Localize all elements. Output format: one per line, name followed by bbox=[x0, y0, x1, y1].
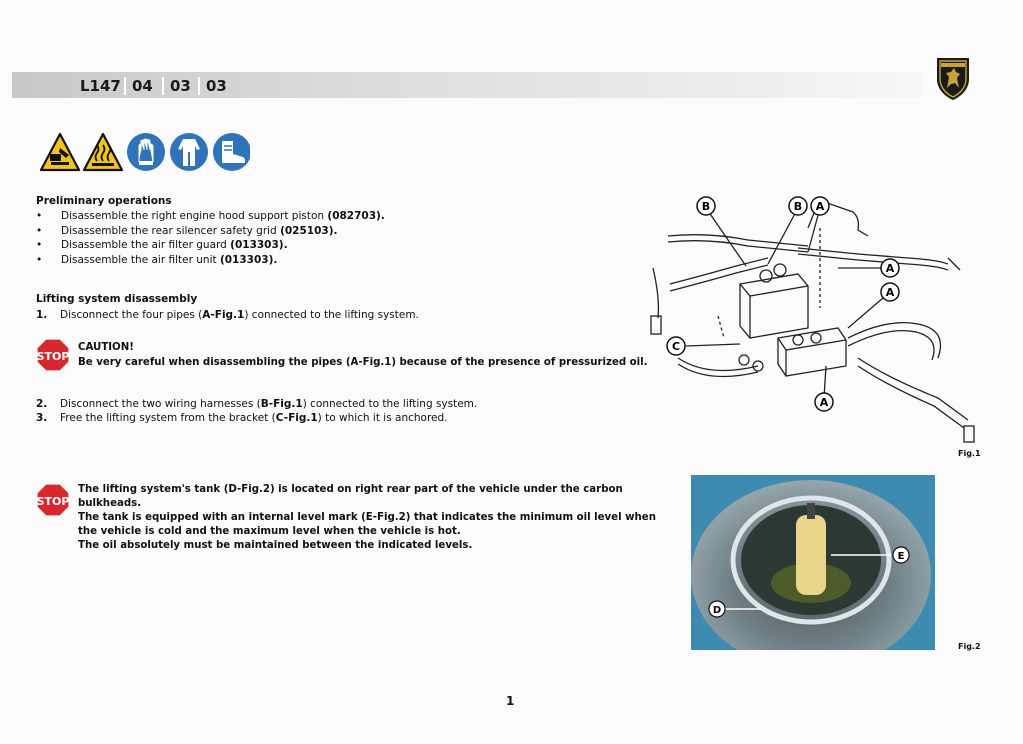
svg-text:D: D bbox=[712, 605, 722, 616]
svg-text:A: A bbox=[819, 396, 829, 409]
fig1-label-c bbox=[667, 337, 685, 355]
tank-note-line-4: the vehicle is cold and the maximum level when the vehicle is hot. bbox=[78, 526, 461, 537]
gloves-icon bbox=[127, 133, 165, 171]
stop-sign-icon bbox=[36, 338, 70, 372]
safety-icons-row bbox=[40, 132, 250, 178]
step-1: 1. Disconnect the four pipes (A-Fig.1) connected to the lifting system. bbox=[36, 309, 419, 321]
caution-title: CAUTION! bbox=[78, 342, 134, 353]
step-2: 2. Disconnect the two wiring harnesses (B-Fig.1) connected to the lifting system. bbox=[36, 398, 478, 410]
fig1-label-a bbox=[881, 283, 899, 301]
header-code-1: 04 bbox=[124, 77, 153, 95]
step-3: 3. Free the lifting system from the bracket (C-Fig.1) to which it is anchored. bbox=[36, 412, 448, 424]
tank-note-line-1: The lifting system's tank (D-Fig.2) is located on right rear part of the vehicle under the carbon bbox=[78, 484, 623, 495]
svg-text:C: C bbox=[671, 340, 681, 353]
preliminary-title: Preliminary operations bbox=[36, 195, 172, 207]
hot-surface-warning-icon bbox=[84, 134, 122, 170]
tank-note-line-2: bulkheads. bbox=[78, 498, 142, 509]
page-number: 1 bbox=[506, 694, 515, 708]
stop-sign-label: STOP bbox=[36, 495, 70, 508]
fig1-caption: Fig.1 bbox=[958, 449, 981, 458]
fig2-label-d bbox=[709, 601, 725, 617]
svg-text:A: A bbox=[885, 286, 895, 299]
fig2-label-e bbox=[893, 547, 909, 563]
svg-text:E: E bbox=[897, 551, 905, 562]
stop-sign-icon bbox=[36, 483, 70, 517]
list-item: • Disassemble the rear silencer safety grid (025103). bbox=[36, 224, 385, 239]
stop-sign-label: STOP bbox=[36, 350, 70, 363]
lifting-title: Lifting system disassembly bbox=[36, 293, 198, 305]
svg-text:B: B bbox=[793, 200, 803, 213]
fig1-label-a bbox=[815, 393, 833, 411]
overalls-icon bbox=[170, 133, 208, 171]
fig1-label-a bbox=[881, 259, 899, 277]
header-code-3: 03 bbox=[198, 77, 227, 95]
tank-note-line-3: The tank is equipped with an internal level mark (E-Fig.2) that indicates the minimum oil level when bbox=[78, 512, 656, 523]
caution-text: Be very careful when disassembling the pipes (A-Fig.1) because of the presence of pressurized oil. bbox=[78, 357, 648, 368]
list-item: • Disassemble the air filter unit (013303). bbox=[36, 253, 385, 268]
list-item: • Disassemble the right engine hood support piston (082703). bbox=[36, 209, 385, 224]
header-model: L147 bbox=[80, 77, 121, 95]
svg-text:A: A bbox=[885, 262, 895, 275]
tank-note-line-5: The oil absolutely must be maintained between the indicated levels. bbox=[78, 540, 473, 551]
svg-text:A: A bbox=[815, 200, 825, 213]
safety-boots-icon bbox=[213, 133, 250, 171]
brand-shield-logo bbox=[934, 55, 972, 101]
fig2-tank-photo bbox=[691, 475, 935, 650]
hand-crush-warning-icon bbox=[41, 134, 79, 170]
fig1-lifting-system-drawing bbox=[648, 188, 988, 450]
fig1-label-a bbox=[811, 197, 829, 215]
header-code-2: 03 bbox=[162, 77, 191, 95]
list-item: • Disassemble the air filter guard (013303). bbox=[36, 238, 385, 253]
fig2-caption: Fig.2 bbox=[958, 642, 981, 651]
fig1-label-b bbox=[697, 197, 715, 215]
fig1-label-b bbox=[789, 197, 807, 215]
svg-text:B: B bbox=[701, 200, 711, 213]
preliminary-list bbox=[36, 209, 385, 267]
